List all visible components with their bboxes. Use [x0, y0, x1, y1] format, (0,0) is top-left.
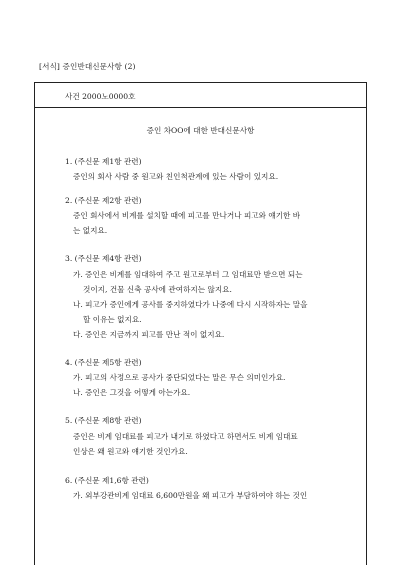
- section-3-item-c: 다. 증인은 지금까지 피고를 만난 적이 없지요.: [73, 330, 225, 339]
- document-title: 증인 차OO에 대한 반대신문사항: [146, 126, 255, 135]
- section-4-item-a: 가. 피고의 사정으로 공사가 중단되었다는 말은 무슨 의미인가요.: [73, 373, 286, 382]
- section-1-heading: 1. (주신문 제1항 관련): [65, 157, 142, 166]
- case-number: 사건 2000노0000호: [65, 92, 136, 101]
- section-4-heading: 4. (주신문 제5항 관련): [65, 358, 142, 367]
- document-frame: [34, 82, 367, 565]
- section-2-line-1: 증인 회사에서 비계를 설치할 때에 피고를 만나거나 피고와 얘기한 바: [73, 211, 301, 220]
- section-3-item-b-cont: 할 이유는 없지요.: [83, 315, 142, 324]
- form-label: [서식] 증인반대신문사항 (2): [39, 62, 136, 71]
- section-3-item-b: 나. 피고가 증인에게 공사를 중지하였다가 나중에 다시 시작하자는 말을: [73, 300, 308, 309]
- section-3-item-a-cont: 것이지, 건물 신축 공사에 관여하지는 않지요.: [83, 285, 232, 294]
- section-3-heading: 3. (주신문 제4항 관련): [65, 254, 142, 263]
- case-number-row: [35, 83, 366, 108]
- section-1-line-1: 증인의 회사 사람 중 원고와 친인척관계에 있는 사람이 있지요.: [73, 172, 279, 181]
- section-2-line-2: 는 없지요.: [73, 226, 108, 235]
- section-5-line-1: 증인은 비계 임대료를 피고가 내기로 하였다고 하면서도 비계 임대료: [73, 432, 298, 441]
- section-5-heading: 5. (주신문 제8항 관련): [65, 416, 142, 425]
- section-5-line-2: 인상은 왜 원고와 얘기한 것인가요.: [73, 447, 188, 456]
- section-3-item-a: 가. 증인은 비계를 임대하여 주고 원고로부터 그 임대료만 받으면 되는: [73, 270, 303, 279]
- section-6-item-a: 가. 외부강관비계 임대료 6,600만원을 왜 피고가 부담하여야 하는 것인: [73, 491, 308, 500]
- section-2-heading: 2. (주신문 제2항 관련): [65, 196, 142, 205]
- section-6-heading: 6. (주신문 제1,6항 관련): [65, 476, 149, 485]
- section-4-item-b: 나. 증인은 그것을 어떻게 아는가요.: [73, 388, 191, 397]
